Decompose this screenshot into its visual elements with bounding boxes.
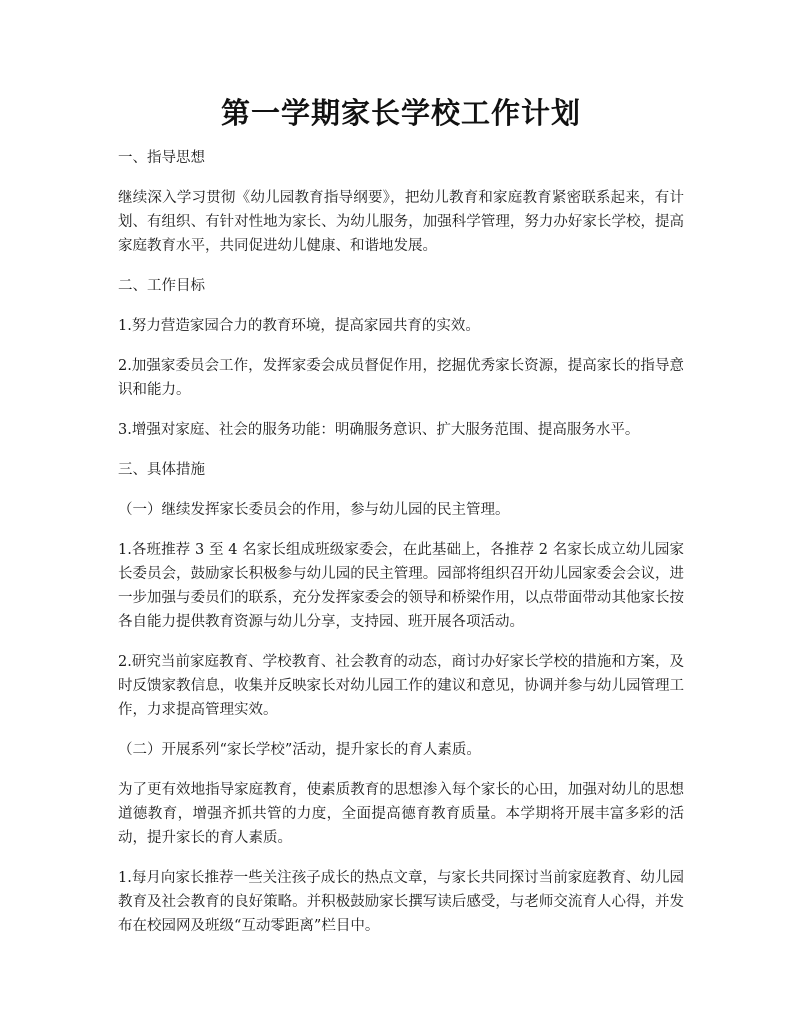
subsection-heading-parent-school-activities: （二）开展系列“家长学校”活动，提升家长的育人素质。 (118, 742, 481, 758)
goal-item-1: 1.努力营造家园合力的教育环境，提高家园共育的实效。 (118, 318, 480, 334)
goal-item-2: 2.加强家委员会工作，发挥家委会成员督促作用，挖掘优秀家长资源，提高家长的指导意识和能力。 (118, 358, 684, 398)
measure-item-1-2: 2.研究当前家庭教育、学校教育、社会教育的动态，商讨办好家长学校的措施和方案，及时反馈家教信息，收集并反映家长对幼儿园工作的建议和意见，协调并参与幼儿园管理工作，力求提高管理实效。 (118, 654, 684, 718)
document-body (118, 146, 684, 938)
document-title: 第一学期家长学校工作计划 (220, 96, 581, 130)
section-heading-specific-measures: 三、具体措施 (118, 462, 205, 478)
subsection-heading-parent-committee: （一）继续发挥家长委员会的作用，参与幼儿园的民主管理。 (118, 502, 510, 518)
goal-item-3: 3.增强对家庭、社会的服务功能：明确服务意识、扩大服务范围、提高服务水平。 (118, 422, 640, 438)
document-page (118, 0, 684, 954)
measure-item-2-1: 1.每月向家长推荐一些关注孩子成长的热点文章，与家长共同探讨当前家庭教育、幼儿园教育及社会教育的良好策略。并积极鼓励家长撰写读后感受，与老师交流育人心得，并发布在校园网及班级“互动零距离”栏目中。 (118, 870, 684, 934)
section-heading-guiding-ideology: 一、指导思想 (118, 150, 205, 166)
measure-item-1-1: 1.各班推荐 3 至 4 名家长组成班级家委会，在此基础上，各推荐 2 名家长成立幼儿园家长委员会，鼓励家长积极参与幼儿园的民主管理。园部将组织召开幼儿园家委会会议，进一步加强与委员们的联系，充分发挥家委会的领导和桥梁作用，以点带面带动其他家长按各自能力提供教育资源与幼儿分享，支持园、班开展各项活动。 (118, 542, 684, 630)
paragraph-guiding-ideology: 继续深入学习贯彻《幼儿园教育指导纲要》，把幼儿教育和家庭教育紧密联系起来，有计划、有组织、有针对性地为家长、为幼儿服务，加强科学管理，努力办好家长学校，提高家庭教育水平，共同促进幼儿健康、和谐地发展。 (118, 190, 684, 254)
paragraph-parent-school-intro: 为了更有效地指导家庭教育，使素质教育的思想渗入每个家长的心田，加强对幼儿的思想道德教育，增强齐抓共管的力度，全面提高德育教育质量。本学期将开展丰富多彩的活动，提升家长的育人素质。 (118, 782, 684, 846)
section-heading-work-goals: 二、工作目标 (118, 278, 205, 294)
